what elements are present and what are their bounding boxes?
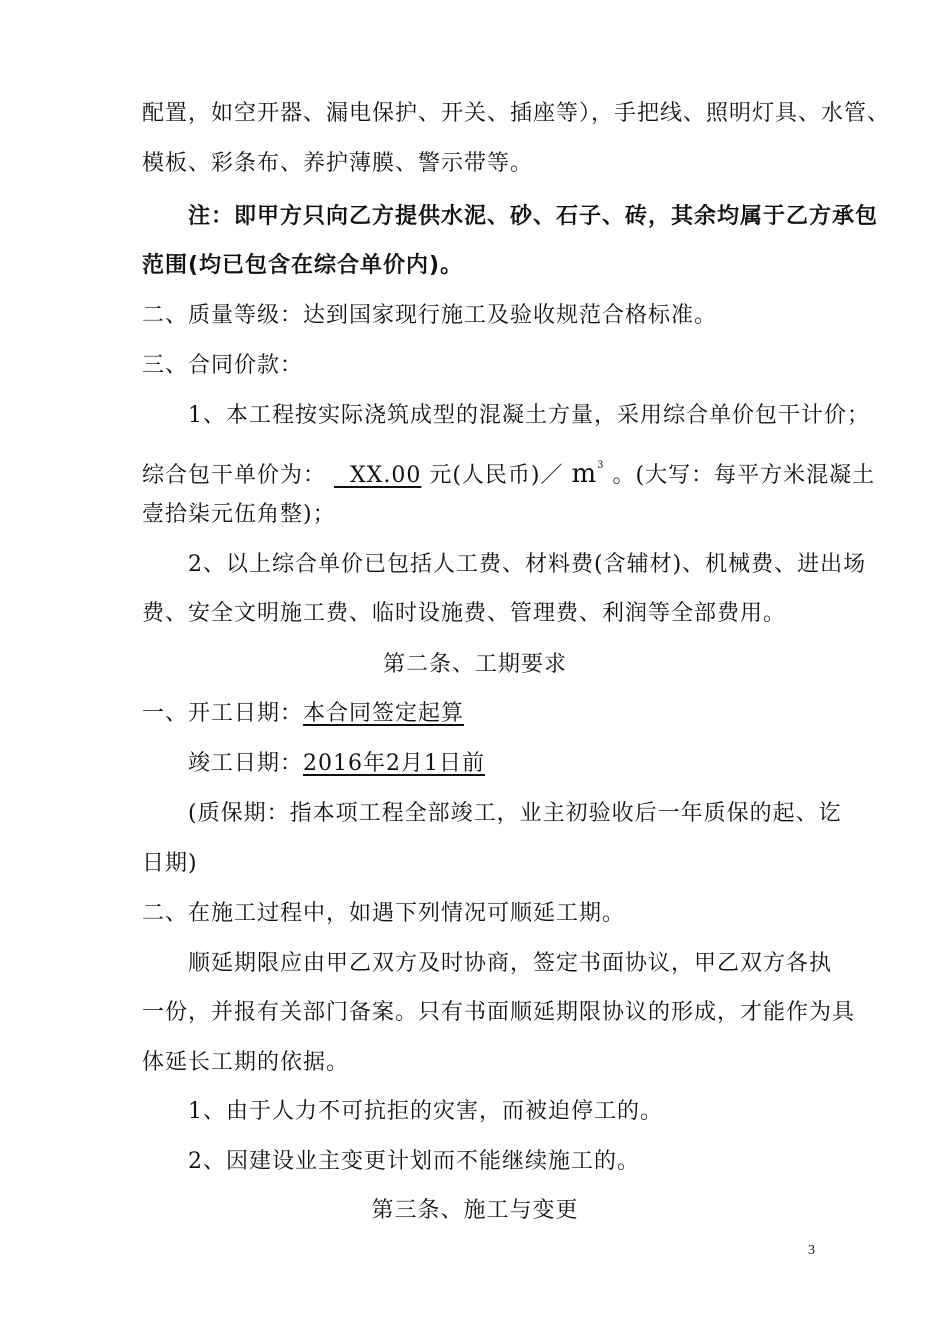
unit-price-suffix: 。(大写：每平方米混凝土 (612, 463, 876, 488)
text-line: 体延长工期的依据。 (142, 1050, 350, 1075)
note-line: 注：即甲方只向乙方提供水泥、砂、石子、砖，其余均属于乙方承包 (188, 204, 879, 229)
unit-m: m (571, 459, 598, 489)
unit-price-prefix: 综合包干单价为： (142, 463, 327, 488)
text-line: 顺延期限应由甲乙双方及时协商，签定书面协议，甲乙双方各执 (188, 951, 833, 976)
unit-price-currency: 元(人民币)／ (429, 463, 564, 488)
text-line: 日期) (142, 851, 198, 876)
price-heading: 三、合同价款： (142, 353, 304, 378)
text-line: 壹拾柒元伍角整)； (142, 502, 336, 527)
end-date-line (188, 750, 485, 778)
text-line: 2、以上综合单价已包括人工费、材料费(含辅材)、机械费、进出场 (188, 552, 867, 577)
text-line: 费、安全文明施工费、临时设施费、管理费、利润等全部费用。 (142, 601, 787, 626)
end-date-label: 竣工日期： (188, 751, 304, 776)
text-line: (质保期：指本项工程全部竣工，业主初验收后一年质保的起、讫 (188, 801, 842, 826)
end-date-value: 2016年2月1日前 (303, 751, 485, 776)
start-date-label: 一、开工日期： (142, 701, 304, 726)
text-line: 二、在施工过程中，如遇下列情况可顺延工期。 (142, 901, 626, 926)
quality-line: 二、质量等级：达到国家现行施工及验收规范合格标准。 (142, 303, 718, 328)
page-number: 3 (808, 1243, 815, 1258)
unit-price-number: XX.00 (350, 463, 422, 488)
text-line: 2、因建设业主变更计划而不能继续施工的。 (188, 1149, 640, 1174)
text-line: 配置，如空开器、漏电保护、开关、插座等），手把线、照明灯具、水管、 (142, 101, 891, 126)
note-line: 范围(均已包含在综合单价内)。 (142, 253, 464, 278)
start-date-value: 本合同签定起算 (303, 701, 465, 726)
text-line: 1、由于人力不可抗拒的灾害，而被迫停工的。 (188, 1099, 663, 1124)
start-date-line (142, 700, 464, 728)
article-3-title: 第三条、施工与变更 (371, 1198, 579, 1223)
unit-m3 (572, 459, 605, 489)
article-2-title: 第二条、工期要求 (382, 652, 567, 677)
text-line: 模板、彩条布、养护薄膜、警示带等。 (142, 151, 534, 176)
unit-sup: 3 (597, 460, 605, 471)
text-line: 一份，并报有关部门备案。只有书面顺延期限协议的形成，才能作为具 (142, 1000, 856, 1025)
unit-price-line (142, 452, 875, 490)
text-line: 1、本工程按实际浇筑成型的混凝土方量，采用综合单价包干计价； (188, 403, 870, 428)
unit-price-value (334, 463, 421, 488)
